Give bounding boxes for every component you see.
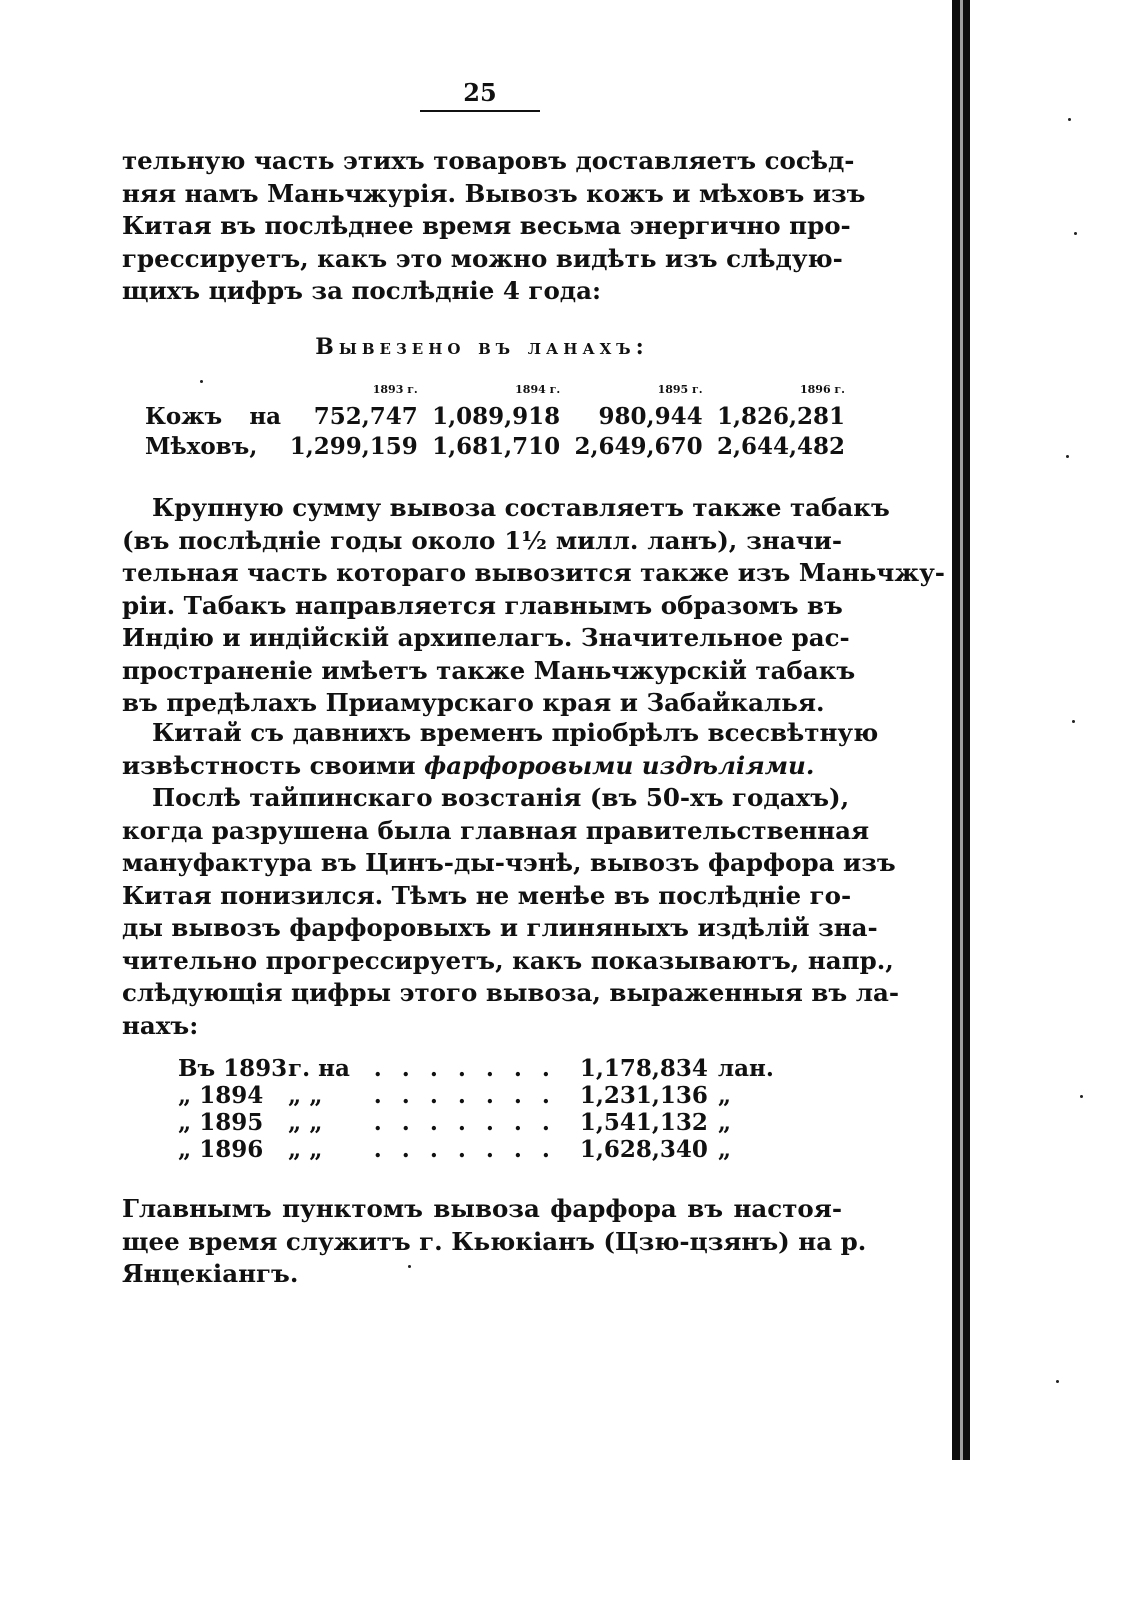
scan-speck <box>1072 720 1075 723</box>
text-line: Крупную сумму вывоза составляетъ также табакъ <box>152 493 890 522</box>
text-line: тельную часть этихъ товаровъ доставляетъ сосѣд- <box>122 146 855 175</box>
text-line: мануфактура въ Цинъ-ды-чэнѣ, вывозъ фарфора изъ <box>122 848 896 877</box>
scan-speck <box>1066 455 1069 458</box>
table-cell: 752,747 <box>313 403 418 430</box>
table-cell-prep: „ „ <box>288 1136 323 1163</box>
scan-speck <box>1068 118 1071 121</box>
text-line: въ предѣлахъ Приамурскаго края и Забайкалья. <box>122 688 825 717</box>
scan-speck <box>200 380 203 383</box>
text-line: щихъ цифръ за послѣдніе 4 года: <box>122 276 602 305</box>
table-row <box>145 432 845 462</box>
row-label: Мѣховъ <box>145 433 250 460</box>
table-cell-year: „ 1895 <box>178 1109 264 1136</box>
text-line: (въ послѣдніе годы около 1½ милл. ланъ), значи- <box>122 525 842 555</box>
paragraph-4 <box>122 782 900 1042</box>
scan-speck <box>408 1265 411 1268</box>
text-line: Индію и индійскій архипелагъ. Значительное рас- <box>122 623 850 652</box>
scan-speck <box>1056 1380 1059 1383</box>
table-row <box>145 402 845 432</box>
text-fragment: извѣстность своими <box>122 750 416 780</box>
table-cell-year: „ 1894 <box>178 1082 264 1109</box>
text-line: нахъ: <box>122 1010 199 1040</box>
table-cell: 1,299,159 <box>289 433 418 460</box>
page-number-rule <box>420 110 540 112</box>
table-cell-unit: „ <box>717 1082 732 1109</box>
table-cell-unit: „ <box>717 1109 732 1136</box>
text-line: тельная часть котораго вывозится также изъ Маньчжу- <box>122 558 945 587</box>
table-cell-amount: 1,178,834 <box>579 1055 708 1082</box>
table-row <box>178 1109 778 1136</box>
text-line: Янцекіангъ. <box>122 1259 299 1288</box>
table-cell-year: Въ 1893 <box>178 1055 288 1082</box>
text-line: няя намъ Маньчжурія. Вывозъ кожъ и мѣховъ изъ <box>122 178 866 208</box>
row-prep: на <box>249 403 282 430</box>
text-line: щее время служитъ г. Кьюкіанъ (Цзю-цзянъ) на р. <box>122 1226 867 1256</box>
text-line: когда разрушена была главная правительственная <box>122 815 870 845</box>
text-line: Китай съ давнихъ временъ пріобрѣлъ всесвѣтную <box>152 718 879 747</box>
table-row <box>178 1055 778 1082</box>
table-cell-prep: „ „ <box>288 1109 323 1136</box>
table-cell: 1,826,281 <box>716 403 845 430</box>
italic-term: фарфоровыми издѣліями. <box>424 750 815 780</box>
text-line: Китая въ послѣднее время весьма энергично про- <box>122 211 851 240</box>
table-row <box>178 1082 778 1109</box>
table-cell: 1,089,918 <box>432 403 561 430</box>
text-line: ріи. Табакъ направляется главнымъ образомъ въ <box>122 590 843 620</box>
hides-furs-table <box>145 378 845 462</box>
text-line: Главнымъ пунктомъ вывоза фарфора въ настоя- <box>122 1194 842 1223</box>
table-cell: 2,644,482 <box>716 433 845 460</box>
text-line: пространеніе имѣетъ также Маньчжурскій табакъ <box>122 655 856 685</box>
text-line <box>122 750 842 783</box>
text-line: Послѣ тайпинскаго возстанія (въ 50-хъ годахъ), <box>152 783 850 812</box>
paragraph-3 <box>122 717 879 782</box>
table-cell-prep: г. на <box>288 1055 350 1082</box>
year-header: 1896 г. <box>799 383 845 396</box>
scan-speck <box>1080 1095 1083 1098</box>
table-cell-year: „ 1896 <box>178 1136 264 1163</box>
year-header: 1893 г. <box>372 383 418 396</box>
table-cell-unit: лан. <box>717 1055 774 1082</box>
table-cell-dots: . . . . . . . <box>373 1136 556 1163</box>
table-cell-unit: „ <box>717 1136 732 1163</box>
table-cell-prep: „ „ <box>288 1082 323 1109</box>
table-row <box>178 1136 778 1163</box>
table-cell: 1,681,710 <box>432 433 561 460</box>
table-cell-amount: 1,628,340 <box>579 1136 708 1163</box>
table-cell-dots: . . . . . . . <box>373 1055 556 1082</box>
table-cell-dots: . . . . . . . <box>373 1082 556 1109</box>
porcelain-export-table <box>178 1055 778 1163</box>
row-prep: , <box>249 433 258 460</box>
text-line: Китая понизился. Тѣмъ не менѣе въ послѣдніе го- <box>122 880 852 910</box>
scan-binding-highlight <box>960 0 963 1460</box>
table-cell-amount: 1,231,136 <box>579 1082 708 1109</box>
row-label: Кожъ <box>145 403 223 430</box>
year-header: 1894 г. <box>515 383 561 396</box>
paragraph-1 <box>122 145 866 308</box>
hides-table-heading: Вывезено въ ланахъ: <box>315 334 649 360</box>
table-header-row <box>145 378 845 402</box>
year-header: 1895 г. <box>657 383 703 396</box>
text-line: слѣдующія цифры этого вывоза, выраженныя въ ла- <box>122 978 900 1007</box>
text-line: чительно прогрессируетъ, какъ показываютъ, напр., <box>122 945 894 975</box>
text-line: ды вывозъ фарфоровыхъ и глиняныхъ издѣлій зна- <box>122 913 878 942</box>
text-line: грессируетъ, какъ это можно видѣть изъ слѣдую- <box>122 243 843 273</box>
table-cell-dots: . . . . . . . <box>373 1109 556 1136</box>
table-cell: 2,649,670 <box>574 433 703 460</box>
paragraph-2 <box>122 492 945 720</box>
scan-speck <box>1074 232 1077 235</box>
paragraph-5 <box>122 1193 867 1291</box>
table-cell-amount: 1,541,132 <box>579 1109 708 1136</box>
page-number: 25 <box>463 78 497 107</box>
table-cell: 980,944 <box>598 403 703 430</box>
